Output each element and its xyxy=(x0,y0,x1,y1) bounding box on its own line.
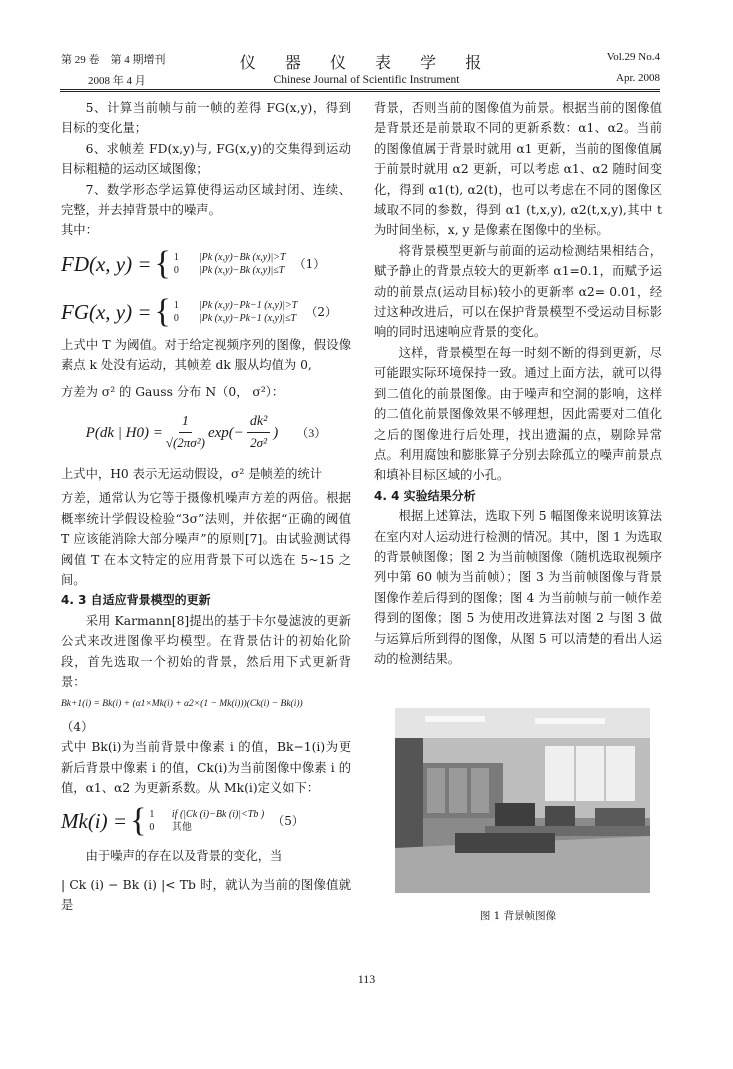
step6-text: 6、求帧差 FD(x,y)与, FG(x,y)的交集得到运动目标粗糙的运动区域图像； xyxy=(61,141,351,177)
para-coefficients: 背景，否则当前的图像值为前景。根据当前的图像值是背景还是前景取不同的更新系数：α1、α2。当前的图像值属于背景时就用 α1 更新，当前的图像值属于前景时就用 α2 更新，可以考虑 α1、α2 随时间变化，得到 α1(t), α2(t)，也可以考虑在不同的图像区域取不同的参数，得到 α1 (t,x,y), α2(t,x,y),其中 t 为时间坐标，x, y 是像素在图像中的坐标。 xyxy=(374,101,662,238)
eq5-case1-value: 1 xyxy=(149,809,155,821)
eq4-number: （4） xyxy=(61,719,94,734)
background-frame-photo xyxy=(395,708,650,893)
heading-4-3: 4. 3 自适应背景模型的更新 xyxy=(61,593,211,608)
eq2-cases xyxy=(174,299,297,325)
left-column xyxy=(61,98,351,916)
qizhong-text: 其中： xyxy=(61,223,98,238)
eq2-case2-value: 0 xyxy=(173,312,179,324)
equation-3 xyxy=(61,412,351,454)
date-label: 2008 年 4 月 xyxy=(88,75,146,87)
eq2-lhs: FG(x, y) = xyxy=(61,299,152,324)
eq1-case2-cond: |Pk (x,y)−Bk (x,y)|≤T xyxy=(198,264,285,276)
header-rule-2 xyxy=(60,91,660,92)
date-label-en: Apr. 2008 xyxy=(616,72,660,84)
eq3-number: （3） xyxy=(296,425,327,440)
eq3-exp-close: ) xyxy=(273,424,279,441)
eq3-denominator: √(2πσ²) xyxy=(165,435,205,451)
eq5-case1-cond: if (|Ck (i)−Bk (i)|<Tb ) xyxy=(171,809,265,821)
para-karmann: 采用 Karmann[8]提出的基于卡尔曼滤波的更新公式来改进图像平均模型。在背景估计的初始化阶段，首先选取一个初始的背景，然后用下式更新背景： xyxy=(61,613,351,689)
para-update-rate: 将背景模型更新与前面的运动检测结果相结合，赋予静止的背景点较大的更新率 α1=0.1，而赋予运动的前景点(运动目标)较小的更新率 α2= 0.01，经过这种改进后，可以在保护背景模型不受运动目标影响的同时迅速响应背景的变化。 xyxy=(374,243,662,340)
para-gauss-intro: 方差为 σ² 的 Gauss 分布 N（0， σ²）： xyxy=(61,384,285,399)
para-h0: 上式中，H0 表示无运动假设，σ² 是帧差的统计 xyxy=(61,466,323,481)
eq5-lhs: Mk(i) = xyxy=(61,809,128,834)
equation-1 xyxy=(61,244,351,282)
eq1-number: （1） xyxy=(293,256,326,271)
journal-title-en: Chinese Journal of Scientific Instrument xyxy=(273,74,460,86)
journal-title-cn: 仪 器 仪 表 学 报 xyxy=(239,53,494,72)
para-postprocess: 这样，背景模型在每一时刻不断的得到更新，尽可能跟实际环境保持一致。通过上面方法，就可以得到二值化的前景图像。由于噪声和空洞的影响，这样的二值化前景图像效果不够理想，因此需要对二值化之后的图像进行后处理，找出遗漏的点，剔除异常点。利用腐蚀和膨胀算子分别去除孤立的噪声前景点和填补目标区域的小孔。 xyxy=(374,345,662,483)
eq3-exp-numerator: dk² xyxy=(247,412,270,433)
eq2-case2-cond: |Pk (x,y)−Pk−1 (x,y)|≤T xyxy=(198,312,297,324)
eq3-exp-denominator: 2σ² xyxy=(250,435,267,451)
eq5-case2-cond: 其他 xyxy=(171,822,192,834)
eq1-brace: { xyxy=(154,244,171,282)
equation-4: Bk+1(i) = Bk(i) + (α1×Mk(i) + α2×(1 − Mk(i)))(Ck(i) − Bk(i)) xyxy=(61,699,303,710)
volume-label: 第 29 卷 第 4 期增刊 xyxy=(61,54,166,66)
eq1-lhs: FD(x, y) = xyxy=(61,251,152,276)
eq2-case1-cond: |Pk (x,y)−Pk−1 (x,y)|>T xyxy=(198,299,298,311)
eq1-case1-value: 1 xyxy=(173,251,179,263)
step5-text: 5、计算当前帧与前一帧的差得 FG(x,y)，得到目标的变化量； xyxy=(61,101,351,136)
eq5-cases xyxy=(149,808,264,834)
page-number: 113 xyxy=(357,972,376,986)
step7-text: 7、数学形态学运算使得运动区域封闭、连续、完整，并去掉背景中的噪声。 xyxy=(61,182,351,218)
eq3-exp-fraction xyxy=(247,412,270,454)
para-variables: 式中 Bk(i)为当前背景中像素 i 的值，Bk−1(i)为更新后背景中像素 i 的值，Ck(i)为当前图像中像素 i 的值，α1、α2 为更新系数。从 Mk(i)定义如下： xyxy=(61,740,351,795)
eq5-case2-value: 0 xyxy=(149,822,155,834)
eq2-number: （2） xyxy=(305,304,337,319)
eq1-case1-cond: |Pk (x,y)−Bk (x,y)|>T xyxy=(198,251,286,263)
heading-4-4: 4. 4 实验结果分析 xyxy=(374,488,476,503)
eq1-case2-value: 0 xyxy=(173,264,179,276)
volume-label-en: Vol.29 No.4 xyxy=(606,51,660,63)
eq2-case1-value: 1 xyxy=(173,299,179,311)
right-column xyxy=(374,98,662,669)
background-frame-image xyxy=(395,708,650,893)
eq3-exp: exp(− xyxy=(207,424,244,441)
para-variance: 方差，通常认为它等于摄像机噪声方差的两倍。根据概率统计学假设检验“3σ”法则，并依据“正确的阈值 T 应该能消除大部分噪声”的原则[7]。由试验测试得阈值 T 在本文特定的应用背景下可以选在 5~15 之间。 xyxy=(61,491,351,587)
para-condition: | Ck (i) − Bk (i) |< Tb 时，就认为当前的图像值就是 xyxy=(61,877,351,913)
para-noise: 由于噪声的存在以及背景的变化，当 xyxy=(85,849,283,864)
eq3-lhs: P(dk | H0) = xyxy=(85,424,163,441)
eq1-cases xyxy=(174,251,286,277)
equation-5 xyxy=(61,804,351,838)
para-results: 根据上述算法，选取下列 5 幅图像来说明该算法在室内对人运动进行检测的情况。其中，图 1 为选取的背景帧图像；图 2 为当前帧图像（随机选取视频序列中第 60 帧为当前帧）；图 3 为当前帧图像与背景图像作差后得到的图像；图 4 为当前帧与前一帧作差得到的图像；图 5 为使用改进算法对图 2 与图 3 做与运算后所到得的图像，从图 5 可以清楚的看出人运动的检测结果。 xyxy=(374,509,662,666)
header-rule xyxy=(60,89,660,90)
equation-2 xyxy=(61,292,351,330)
eq3-fraction xyxy=(166,412,205,454)
eq5-number: （5） xyxy=(272,814,304,829)
para-threshold: 上式中 T 为阈值。对于给定视频序列的图像，假设像素点 k 处没有运动，其帧差 dk 服从均值为 0, xyxy=(61,337,351,373)
eq3-numerator: 1 xyxy=(179,412,192,433)
eq5-brace: { xyxy=(130,802,147,840)
eq2-brace: { xyxy=(154,292,171,330)
figure-1-caption: 图 1 背景帧图像 xyxy=(479,910,557,922)
